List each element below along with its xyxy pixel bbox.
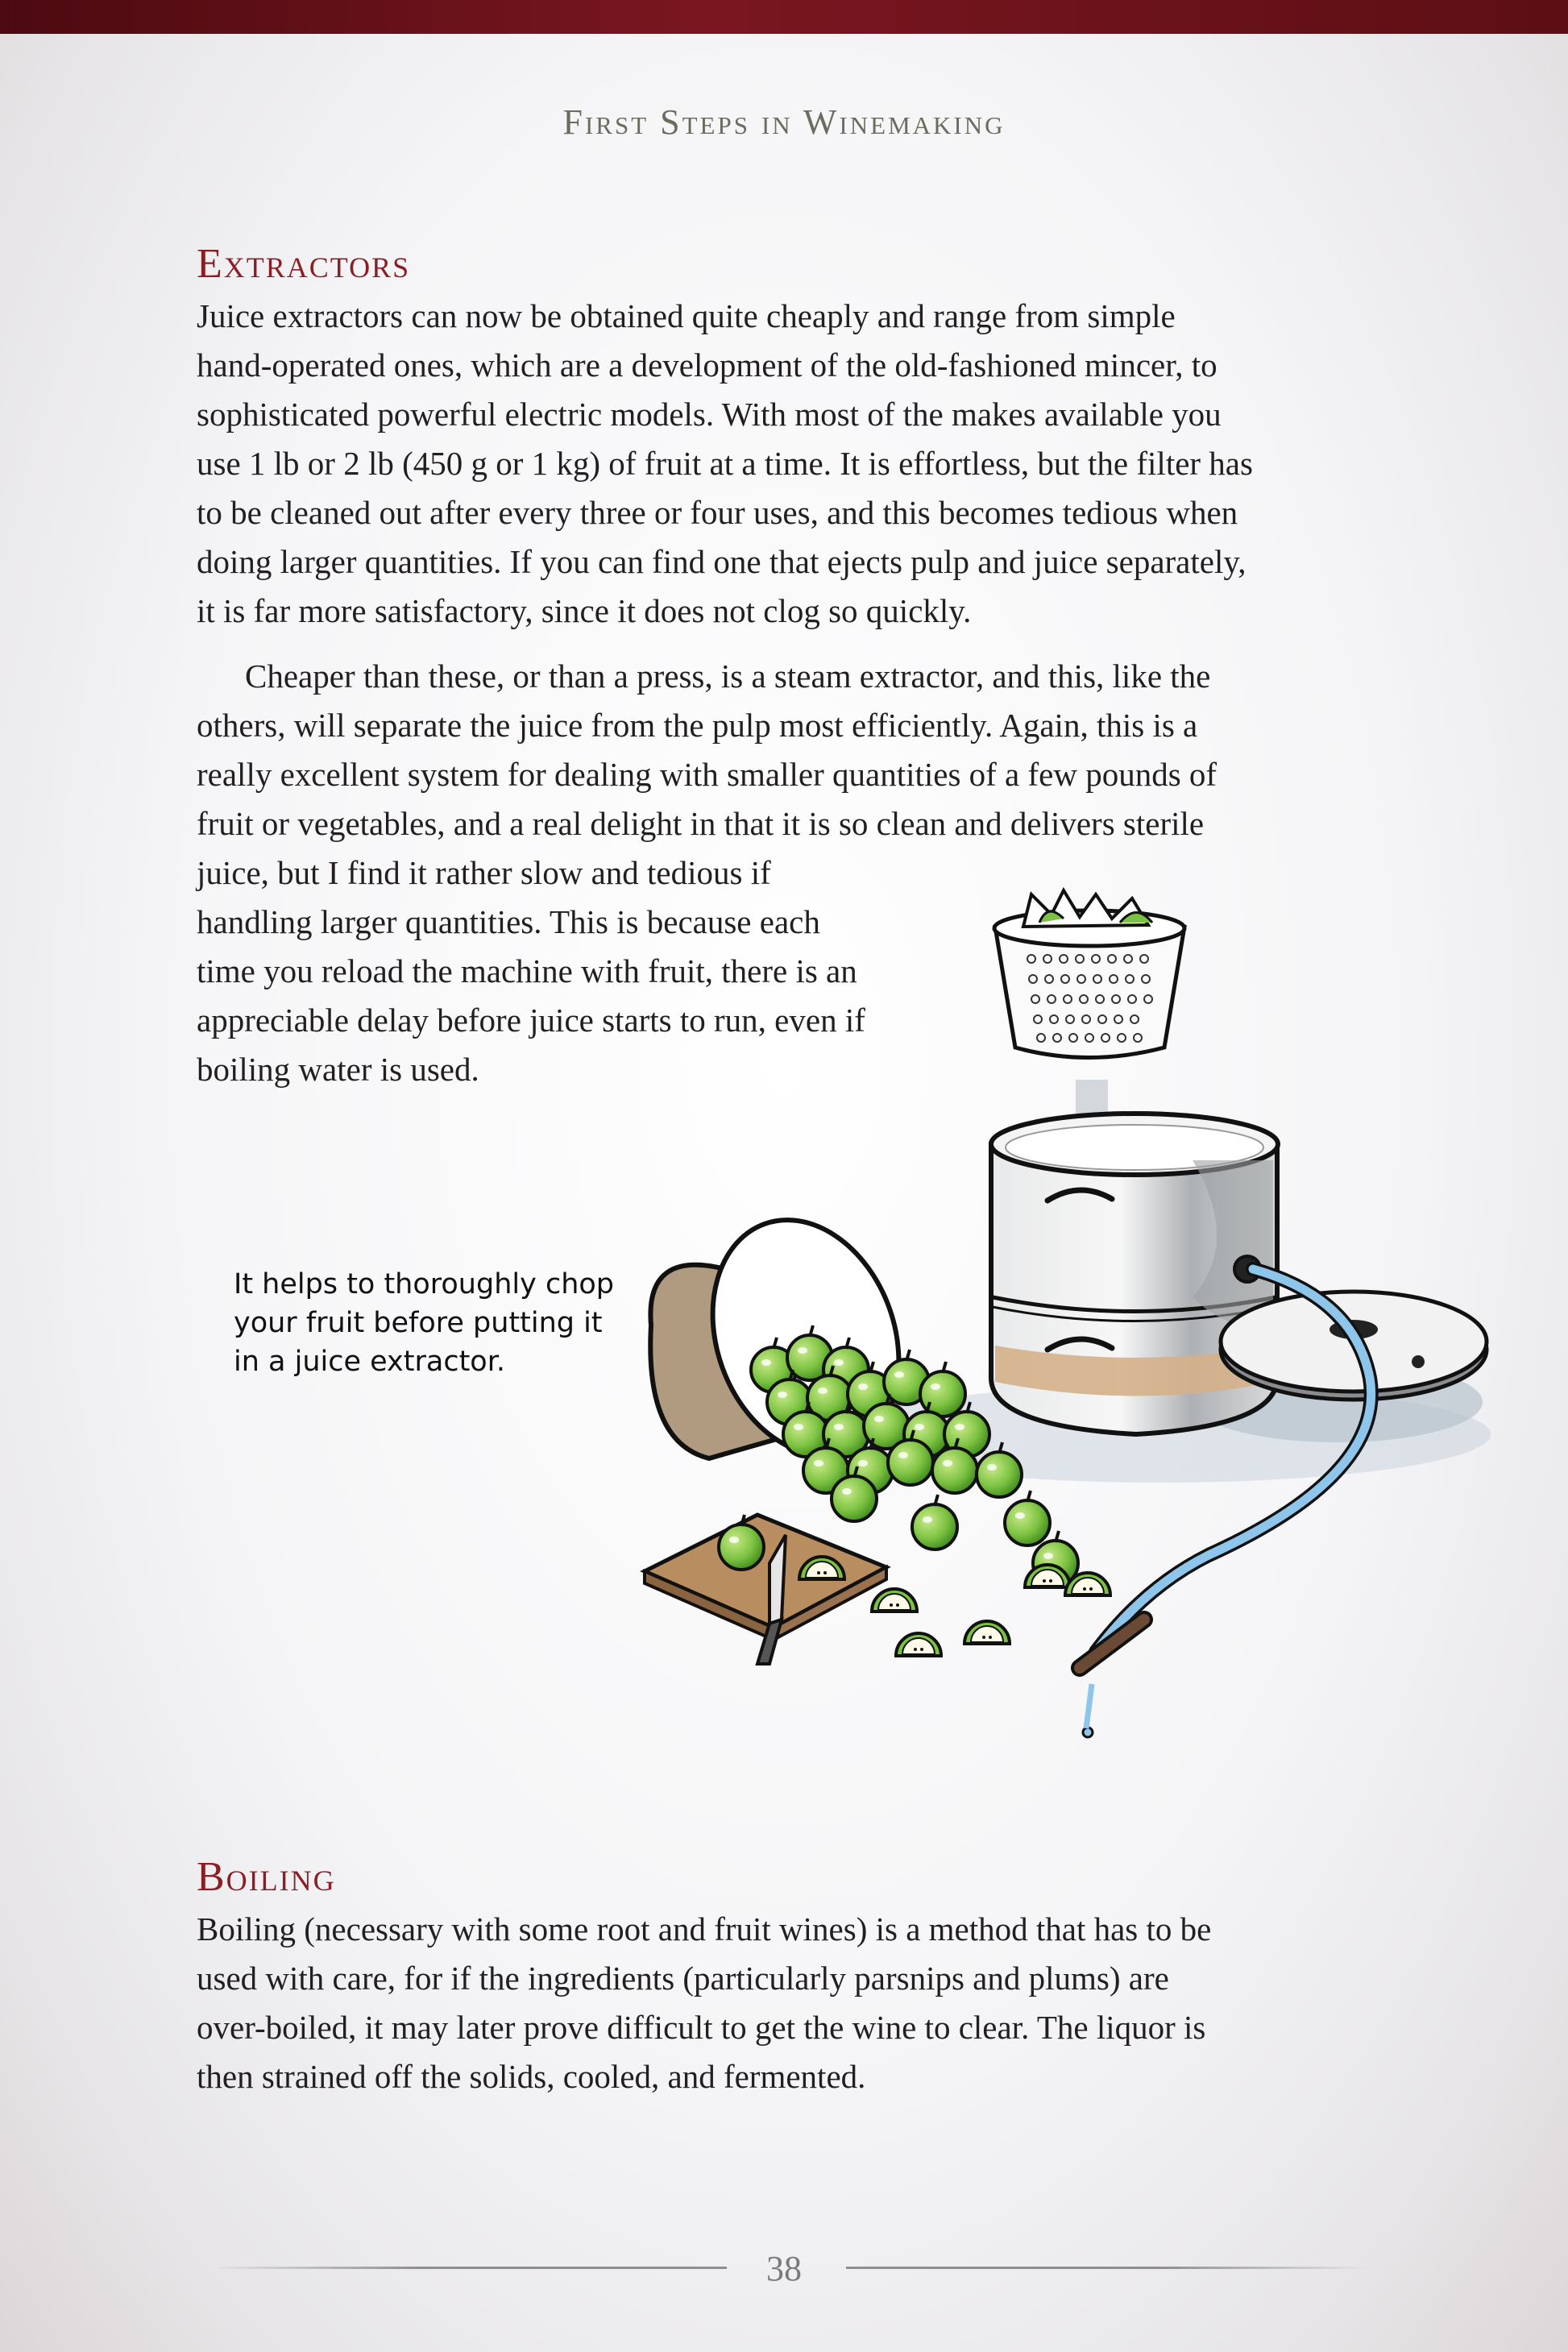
paragraph-extractors-2: Cheaper than these, or than a press, is a steam extractor, and this, like the others, will separate the juice from the pulp most efficiently. Again, this is a really excellent system for dealing with smaller quantities of a few pounds of fruit or vegetables, and a real delight in that it is so clean and delivers sterile juice, but I find it rather slow and tedious if handling larger quantities. This is because each time you reload the machine with fruit, there is an appreciable delay before juice starts to run, even if boiling water is used. [197, 657, 1217, 1088]
steam-juice-extractor-illustration [628, 878, 1515, 1757]
chopping-board [645, 1515, 886, 1640]
paragraph-boiling: Boiling (necessary with some root and fruit wines) is a method that has to be used with care, for if the ingredients (particularly parsnips and plums) are over-boiled, it may later prove difficult to get the wine to clear. The liquor is then strained off the solids, cooled, and fermented. [197, 1910, 1212, 2095]
apple-slices [872, 1565, 1110, 1656]
strainer-basket [994, 890, 1184, 1058]
figure-caption: It helps to thoroughly chop your fruit before putting it in a juice extractor. [234, 1268, 615, 1378]
section-heading-boiling: Boiling [197, 1854, 336, 1900]
section-heading-extractors: Extractors [197, 241, 411, 287]
steam-extractor-pot [991, 1114, 1278, 1434]
page-top-band [0, 0, 1568, 34]
page-number: 38 [766, 2249, 802, 2288]
running-head: First Steps in Winemaking [562, 102, 1006, 142]
paragraph-extractors-1: Juice extractors can now be obtained quite cheaply and range from simple hand-operated ones, which are a development of the old-fashioned mincer, to sophisticated powerful electric models. With most of the makes available you use 1 lb or 2 lb (450 g or 1 kg) of fruit at a time. It is effortless, but the filter has to be cleaned out after every three or four uses, and this becomes tedious when doing larger quantities. If you can find one that ejects pulp and juice separately, it is far more satisfactory, since it does not clog so quickly. [197, 297, 1253, 629]
